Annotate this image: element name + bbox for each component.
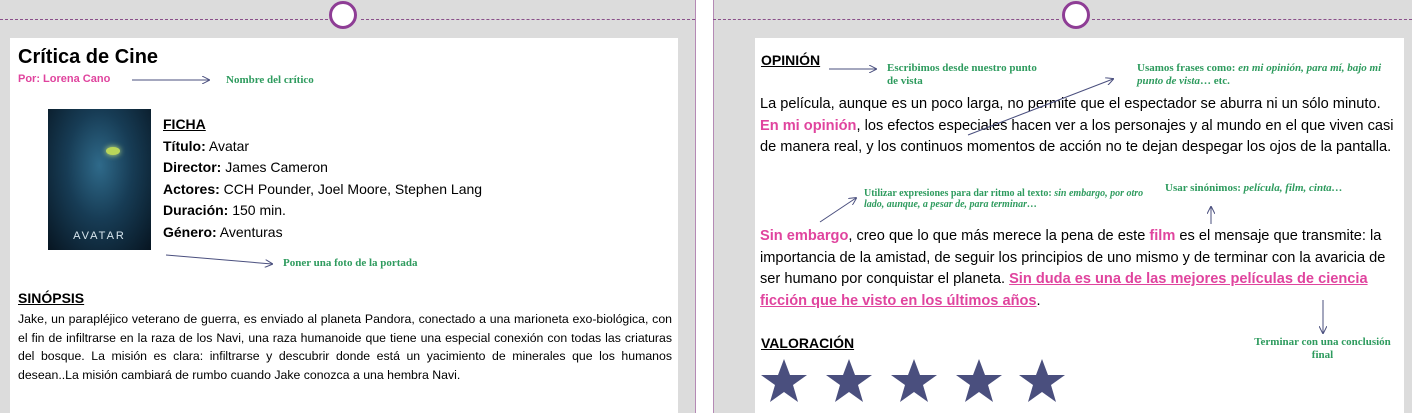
poster-title: AVATAR: [73, 230, 126, 242]
note-rhythm-examples: sin embargo, por otro lado, aunque, a pesar de, para terminar…: [864, 188, 1144, 210]
ficha-label: Actores:: [163, 180, 220, 197]
note-synonyms-examples: película, film, cinta…: [1243, 182, 1343, 194]
highlight-synonym: film: [1149, 228, 1176, 244]
valoracion-heading: VALORACIÓN: [761, 335, 855, 351]
note-synonyms-prefix: Usar sinónimos:: [1165, 182, 1244, 194]
opinion-heading: OPINIÓN: [761, 52, 821, 68]
ficha-label: Título:: [163, 137, 206, 154]
arrow-icon: [820, 198, 856, 222]
arrow-icon: [166, 255, 272, 264]
author-name: Por: Lorena Cano: [18, 73, 111, 85]
ficha-value: James Cameron: [221, 159, 328, 175]
text-run: La película, aunque es un poco larga, no permite que el espectador se aburra ni un sólo minuto.: [760, 96, 1381, 112]
text-run: .: [1036, 292, 1041, 309]
synopsis-heading: SINÓPSIS: [18, 290, 85, 306]
page-title: Crítica de Cine: [18, 46, 159, 68]
text-run: , creo que lo que más merece la pena de este: [848, 228, 1150, 244]
synopsis-text: Jake, un parapléjico veterano de guerra, es enviado al planeta Pandora, conectado a una marioneta exo-biológica, con el fin de infiltrarse en la raza de los Navi, una raza humanoide que tiene una especial conexión con todas las criaturas del bosque. La misión es clara: infiltrarse y descubrir donde está un yacimiento de minerales que los humanos desean..La misión cambiará de rumbo cuando Jake conozca a una hembra Navi.: [18, 312, 672, 382]
note-conclusion: Terminar con una conclusión final: [1254, 336, 1391, 361]
ficha-value: Avatar: [205, 137, 250, 154]
text-run: es el mensaje que transmite: la importancia de la amistad, de seguir los principios de uno mismo y de terminar con la avaricia de ser humano por conquistar el planeta.: [760, 228, 1386, 287]
note-rhythm-prefix: Utilizar expresiones para dar ritmo al texto:: [864, 188, 1055, 199]
highlight-connector: Sin embargo: [760, 228, 849, 244]
ficha-label: Género:: [163, 223, 217, 240]
note-phrases-examples: en mi opinión, para mí, bajo mi punto de vista: [1137, 62, 1382, 87]
note-critic-name: Nombre del crítico: [226, 74, 314, 86]
ficha-label: Duración:: [163, 202, 229, 218]
ficha-heading: FICHA: [163, 116, 206, 132]
note-poster-photo: Poner una foto de la portada: [283, 257, 418, 269]
note-viewpoint: Escribimos desde nuestro punto de vista: [887, 62, 1037, 87]
arrow-icon: [968, 79, 1113, 135]
ficha-label: Director:: [163, 159, 222, 175]
ficha-value: 150 min.: [228, 202, 286, 218]
note-phrases-suffix: … etc.: [1199, 75, 1230, 87]
note-phrases-prefix: Usamos frases como:: [1137, 62, 1239, 74]
ficha-value: CCH Pounder, Joel Moore, Stephen Lang: [219, 180, 483, 197]
ficha-value: Aventuras: [216, 223, 283, 240]
text-run: , los efectos especiales hacen ver a los personajes y al mundo en el que viven casi de manera real, y los continuos momentos de acción no te dejan despegar los ojos de la pantalla.: [760, 117, 1394, 155]
highlight-conclusion: Sin duda es una de las mejores películas de ciencia ficción que he visto en los últimos años: [760, 271, 1368, 309]
highlight-opinion-phrase: En mi opinión: [760, 117, 857, 134]
